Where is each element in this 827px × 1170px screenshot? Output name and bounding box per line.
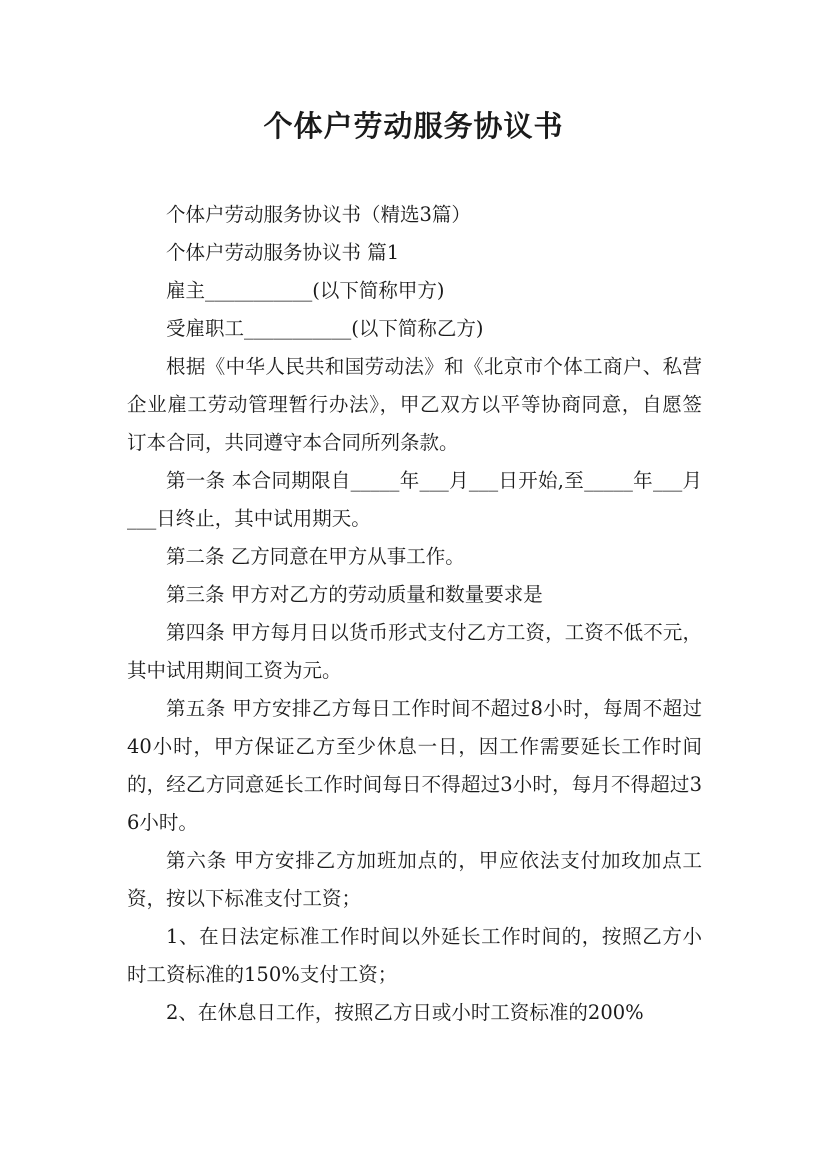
paragraph: 第一条 本合同期限自_____年___月___日开始,至_____年___月___日终止，其中试用期天。	[127, 469, 702, 530]
paragraph: 个体户劳动服务协议书 篇1	[166, 241, 400, 264]
document-body	[127, 196, 702, 1032]
paragraph: 第三条 甲方对乙方的劳动质量和数量要求是	[166, 583, 543, 606]
paragraph: 1、在日法定标准工作时间以外延长工作时间的，按照乙方小时工资标准的150%支付工资；	[127, 925, 702, 986]
paragraph: 第六条 甲方安排乙方加班加点的，甲应依法支付加玫加点工资，按以下标准支付工资；	[127, 849, 702, 910]
paragraph: 第五条 甲方安排乙方每日工作时间不超过8小时，每周不超过40小时，甲方保证乙方至少休息一日，因工作需要延长工作时间的，经乙方同意延长工作时间每日不得超过3小时，每月不得超过36小时。	[127, 697, 702, 834]
paragraph: 2、在休息日工作，按照乙方日或小时工资标准的200%	[166, 1001, 644, 1024]
document-title: 个体户劳动服务协议书	[263, 109, 564, 143]
paragraph: 个体户劳动服务协议书（精选3篇）	[166, 203, 471, 226]
paragraph: 雇主___________(以下简称甲方)	[166, 279, 445, 302]
paragraph: 根据《中华人民共和国劳动法》和《北京市个体工商户、私营企业雇工劳动管理暂行办法》，甲乙双方以平等协商同意，自愿签订本合同，共同遵守本合同所列条款。	[127, 355, 702, 454]
paragraph: 第四条 甲方每月日以货币形式支付乙方工资，工资不低不元，其中试用期间工资为元。	[127, 621, 702, 682]
paragraph: 受雇职工___________(以下简称乙方)	[166, 317, 484, 340]
paragraph: 第二条 乙方同意在甲方从事工作。	[166, 545, 465, 568]
